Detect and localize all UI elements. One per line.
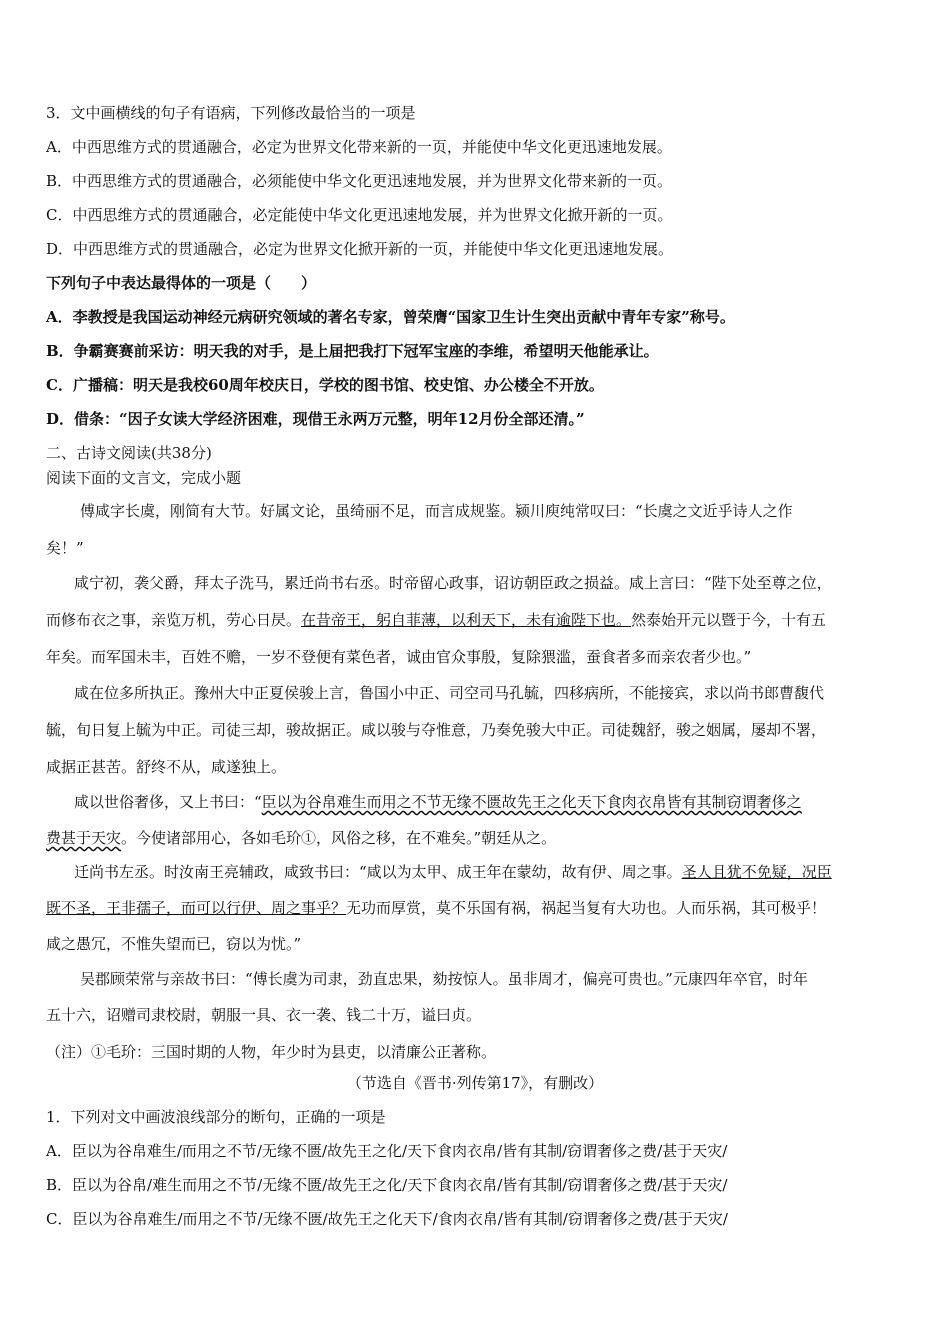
- q4-option-c: C．广播稿：明天是我校60周年校庆日，学校的图书馆、校史馆、办公楼全不开放。: [46, 376, 604, 394]
- passage-line: [74, 862, 910, 882]
- passage-text: 咸以世俗奢侈，又上书曰：“: [74, 793, 262, 811]
- q3-option-c: C．中西思维方式的贯通融合，必定能使中华文化更迅速地发展，并为世界文化掀开新的一页。: [46, 206, 673, 224]
- q3-option-a: A．中西思维方式的贯通融合，必定为世界文化带来新的一页，并能使中华文化更迅速地发展。: [46, 138, 672, 156]
- q3-stem: 3．文中画横线的句子有语病，下列修改最恰当的一项是: [46, 104, 416, 122]
- passage-text: 迁尚书左丞。时汝南王亮辅政，咸致书曰：“咸以为太甲、成王年在蒙幼，故有伊、周之事。: [74, 863, 682, 881]
- q3-option-d: D．中西思维方式的贯通融合，必定为世界文化掀开新的一页，并能使中华文化更迅速地发展。: [46, 240, 674, 258]
- q1-option-c: C．臣以为谷帛难生/而用之不节/无缘不匮/故先王之化天下/食肉衣帛/皆有其制/窃谓奢侈之费/甚于天灾/: [46, 1210, 728, 1228]
- passage-line: 咸据正甚苦。舒终不从，咸遂独上。: [46, 758, 287, 776]
- passage-text: 而修布衣之事，亲览万机，劳心日昃。: [46, 611, 302, 629]
- underlined-sentence: 在昔帝王，躬自菲薄，以利天下，未有逾陛下也。: [301, 611, 632, 629]
- passage-text: 无功而厚赏，莫不乐国有祸，祸起当复有大功也。人而乐祸，其可极乎！: [346, 899, 827, 917]
- q3-option-b: B．中西思维方式的贯通融合，必须能使中华文化更迅速地发展，并为世界文化带来新的一页。: [46, 172, 673, 190]
- wavy-underlined-text: 费甚于天灾: [46, 829, 122, 847]
- q4-option-b: B．争霸赛赛前采访：明天我的对手，是上届把我打下冠军宝座的李维，希望明天他能承让。: [46, 342, 659, 360]
- passage-text: 。今使诸部用心，各如毛玠①，风俗之移，在不难矣。”朝廷从之。: [121, 829, 557, 847]
- wavy-underlined-text: 臣以为谷帛难生而用之不节无缘不匮故先王之化天下食肉衣帛皆有其制窃谓奢侈之: [261, 793, 802, 811]
- passage-line: 五十六，诏赠司隶校尉，朝服一具、衣一袭、钱二十万，谥曰贞。: [46, 1006, 482, 1024]
- passage-line: 咸宁初，袭父爵，拜太子洗马，累迁尚书右丞。时帝留心政事，诏访朝臣政之损益。咸上言曰：“陛下处至尊之位，: [74, 574, 832, 592]
- q1-option-b: B．臣以为谷帛/难生而用之不节/无缘不匮/故先王之化/天下食肉衣帛/皆有其制/窃谓奢侈之费/甚于天灾/: [46, 1176, 728, 1194]
- passage-line: 年矣。而军国未丰，百姓不赡，一岁不登便有菜色者，诚由官众事殷，复除猥滥，蚕食者多而亲农者少也。”: [46, 648, 752, 666]
- section-title: 二、古诗文阅读(共38分): [46, 444, 212, 462]
- passage-line: 矣！”: [46, 539, 84, 557]
- passage-line: [46, 828, 910, 848]
- q1-stem: 1．下列对文中画波浪线部分的断句，正确的一项是: [46, 1108, 386, 1126]
- passage-line: 傅咸字长虞，刚简有大节。好属文论，虽绮丽不足，而言成规鉴。颍川庾纯常叹曰：“长虞之文近乎诗人之作: [80, 502, 793, 520]
- passage-line: [46, 610, 910, 630]
- q1-option-a: A．臣以为谷帛难生/而用之不节/无缘不匮/故先王之化/天下食肉衣帛/皆有其制/窃谓奢侈之费/甚于天灾/: [46, 1142, 728, 1160]
- q4-option-a: A．李教授是我国运动神经元病研究领域的著名专家，曾荣膺“国家卫生计生突出贡献中青年专家”称号。: [46, 308, 735, 326]
- underlined-sentence: 圣人且犹不免疑，况臣: [681, 863, 832, 881]
- passage-line: 吴郡顾荣常与亲故书曰：“傅长虞为司隶，劲直忠果，劾按惊人。虽非周才，偏亮可贵也。”元康四年卒官，时年: [80, 970, 808, 988]
- passage-line: [46, 898, 910, 918]
- passage-line: 咸之愚冗，不惟失望而已，窃以为忧。”: [46, 935, 302, 953]
- passage-line: [74, 792, 910, 812]
- source-citation: （节选自《晋书·列传第17》，有删改）: [346, 1074, 604, 1092]
- q4-option-d: D．借条：“因子女读大学经济困难，现借王永两万元整，明年12月份全部还清。”: [46, 410, 585, 428]
- q4-stem: 下列句子中表达最得体的一项是（ ）: [46, 274, 317, 292]
- footnote: （注）①毛玠：三国时期的人物，年少时为县吏，以清廉公正著称。: [46, 1043, 497, 1061]
- passage-line: 毓，旬日复上毓为中正。司徒三却，骏故据正。咸以骏与夺惟意，乃奏免骏大中正。司徒魏舒，骏之姻属，屡却不署，: [46, 721, 827, 739]
- passage-line: 咸在位多所执正。豫州大中正夏侯骏上言，鲁国小中正、司空司马孔毓，四移病所，不能接宾，求以尚书郎曹馥代: [74, 684, 825, 702]
- underlined-sentence: 既不圣，王非孺子，而可以行伊、周之事乎？: [46, 899, 347, 917]
- passage-text: 然泰始开元以暨于今，十有五: [631, 611, 827, 629]
- section-instruction: 阅读下面的文言文，完成小题: [46, 469, 242, 487]
